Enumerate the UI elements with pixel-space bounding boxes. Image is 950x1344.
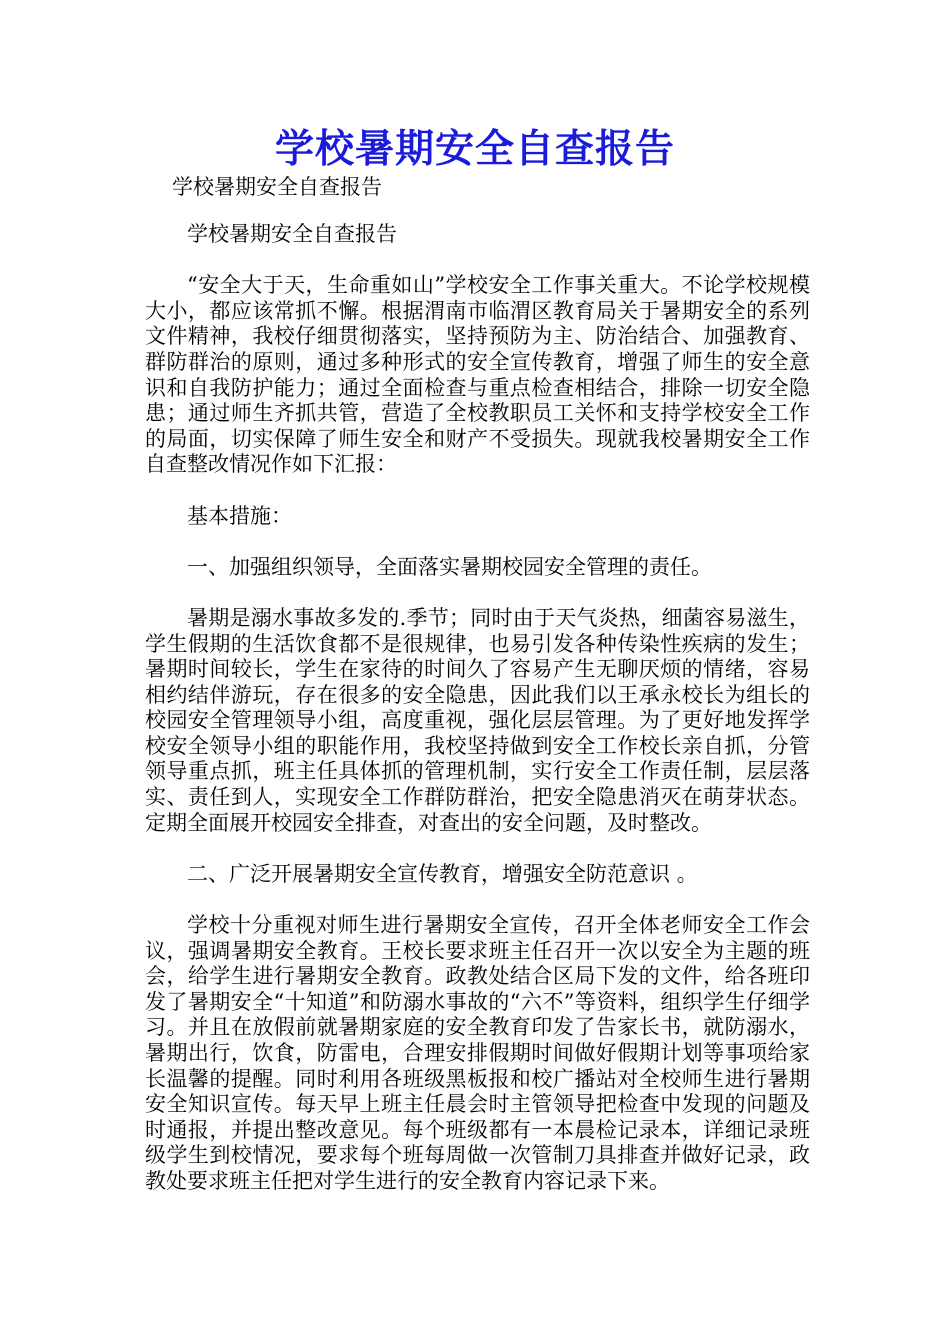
paragraph-section-2: 学校十分重视对师生进行暑期安全宣传，召开全体老师安全工作会议，强调暑期安全教育。王校长要求班主任召开一次以安全为主题的班会，给学生进行暑期安全教育。政教处结合区局下发的文件，给各班印发了暑期安全“十知道”和防溺水事故的“六不”等资料，组织学生仔细学习。并且在放假前就暑期家庭的安全教育印发了告家长书，就防溺水，暑期出行，饮食，防雷电，合理安排假期时间做好假期计划等事项给家长温馨的提醒。同时利用各班级黑板报和校广播站对全校师生进行暑期安全知识宣传。每天早上班主任晨会时主管领导把检查中发现的问题及时通报，并提出整改意见。每个班级都有一本晨检记录本，详细记录班级学生到校情况，要求每个班每周做一次管制刀具排查并做好记录，政教处要求班主任把对学生进行的安全教育内容记录下来。	[145, 913, 810, 1193]
paragraph-section-1: 暑期是溺水事故多发的.季节；同时由于天气炎热，细菌容易滋生，学生假期的生活饮食都不是很规律，也易引发各种传染性疾病的发生；暑期时间较长，学生在家待的时间久了容易产生无聊厌烦的情绪，容易相约结伴游玩，存在很多的安全隐患，因此我们以王承永校长为组长的校园安全管理领导小组，高度重视，强化层层管理。为了更好地发挥学校安全领导小组的职能作用，我校坚持做到安全工作校长亲自抓，分管领导重点抓，班主任具体抓的管理机制，实行安全工作责任制，层层落实、责任到人，实现安全工作群防群治，把安全隐患消灭在萌芽状态。定期全面展开校园安全排查，对查出的安全问题，及时整改。	[145, 605, 810, 835]
document-body	[145, 222, 810, 1220]
paragraph-intro: “安全大于天，生命重如山”学校安全工作事关重大。不论学校规模大小，都应该常抓不懈。根据渭南市临渭区教育局关于暑期安全的系列文件精神，我校仔细贯彻落实，坚持预防为主、防治结合、加强教育、群防群治的原则，通过多种形式的安全宣传教育，增强了师生的安全意识和自我防护能力；通过全面检查与重点检查相结合，排除一切安全隐患；通过师生齐抓共管，营造了全校教职员工关怀和支持学校安全工作的局面，切实保障了师生安全和财产不受损失。现就我校暑期安全工作自查整改情况作如下汇报：	[145, 273, 810, 477]
document-subtitle: 学校暑期安全自查报告	[172, 175, 382, 199]
paragraph-measures-label: 基本措施：	[187, 503, 292, 528]
section-heading-2: 二、广泛开展暑期安全宣传教育，增强安全防范意识 。	[187, 861, 698, 886]
document-title: 学校暑期安全自查报告	[274, 127, 675, 172]
section-heading-1: 一、加强组织领导，全面落实暑期校园安全管理的责任。	[187, 554, 712, 579]
paragraph-heading: 学校暑期安全自查报告	[187, 222, 397, 246]
